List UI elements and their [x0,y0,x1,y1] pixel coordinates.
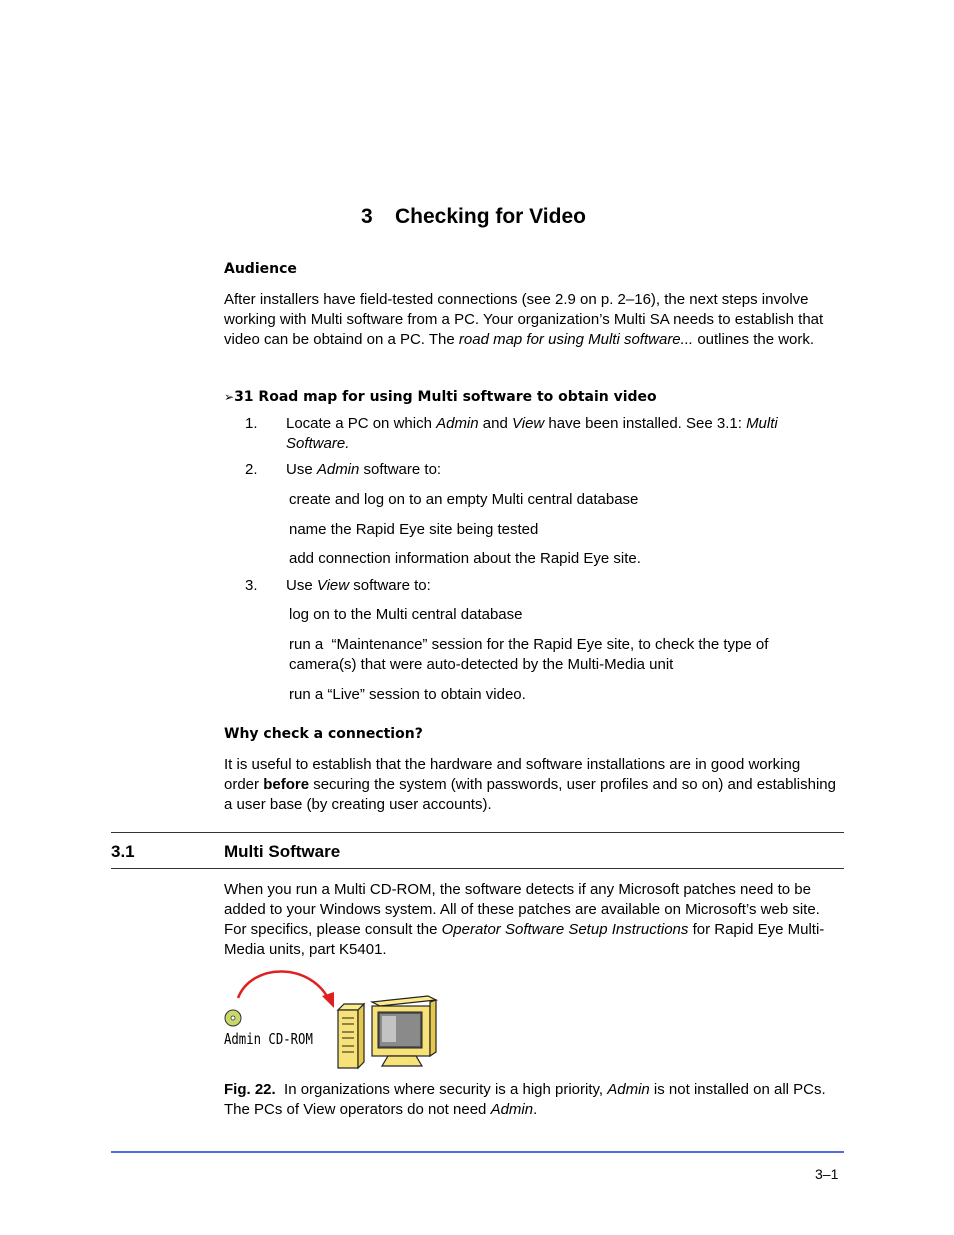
sub-step: create and log on to an empty Multi central database [289,491,639,508]
sub-step: log on to the Multi central database [289,606,523,623]
why-paragraph: It is useful to establish that the hardware and software installations are in good working order before securing the system (with passwords, user profiles and so on) and establishing a user base (by creating user accounts). [224,756,836,813]
step-number: 3. [245,577,258,594]
monitor-icon [372,996,436,1066]
procedure-title: ➢31 Road map for using Multi software to obtain video [224,389,657,405]
section-paragraph: When you run a Multi CD-ROM, the software detects if any Microsoft patches need to be added to your Windows system. All of these patches are available on Microsoft’s web site. For specifics, please consult the Operator Software Setup Instructions for Rapid Eye Multi-Media units, part K5401. [224,881,825,958]
sub-step: add connection information about the Rapid Eye site. [289,550,641,567]
section-number: 3.1 [111,842,135,861]
section-rule-bottom [111,868,844,869]
sub-step-continued: camera(s) that were auto-detected by the Multi-Media unit [289,656,674,673]
chapter-number: 3 [361,205,373,228]
audience-heading: Audience [224,261,297,277]
arrow-bullet-icon: ➢ [224,390,235,404]
step-number: 2. [245,461,258,478]
cd-rom-icon [225,1010,241,1026]
arrow-head-icon [322,992,334,1008]
figure-caption: Fig. 22. In organizations where security is a high priority, Admin is not installed on all PCs. The PCs of View operators do not need Admin. [224,1081,826,1118]
step-text: Locate a PC on which Admin and View have been installed. See 3.1: Multi Software. [286,415,778,452]
chapter-title [361,205,586,229]
step-number: 1. [245,415,258,432]
footer-rule [111,1151,844,1153]
audience-paragraph: After installers have field-tested connections (see 2.9 on p. 2–16), the next steps involve working with Multi software from a PC. Your organization’s Multi SA needs to establish that video can be obtaind on a PC. The road map for using Multi software... outlines the work. [224,291,824,348]
why-heading: Why check a connection? [224,726,423,742]
step-text: Use Admin software to: [286,461,442,478]
sub-step: name the Rapid Eye site being tested [289,521,539,538]
figure-install-admin [222,966,442,1074]
section-title: Multi Software [224,842,341,861]
sub-step: run a “Live” session to obtain video. [289,686,526,703]
sub-step: run a “Maintenance” session for the Rapid Eye site, to check the type of [289,636,769,653]
computer-tower-icon [338,1004,364,1068]
step-text: Use View software to: [286,577,431,594]
install-arrow-icon [238,971,330,1002]
figure-illustration [222,966,442,1074]
chapter-title-text: Checking for Video [395,205,586,228]
section-rule-top [111,832,844,833]
page-number: 3–1 [815,1166,839,1182]
cd-label: Admin CD-ROM [224,1030,313,1048]
